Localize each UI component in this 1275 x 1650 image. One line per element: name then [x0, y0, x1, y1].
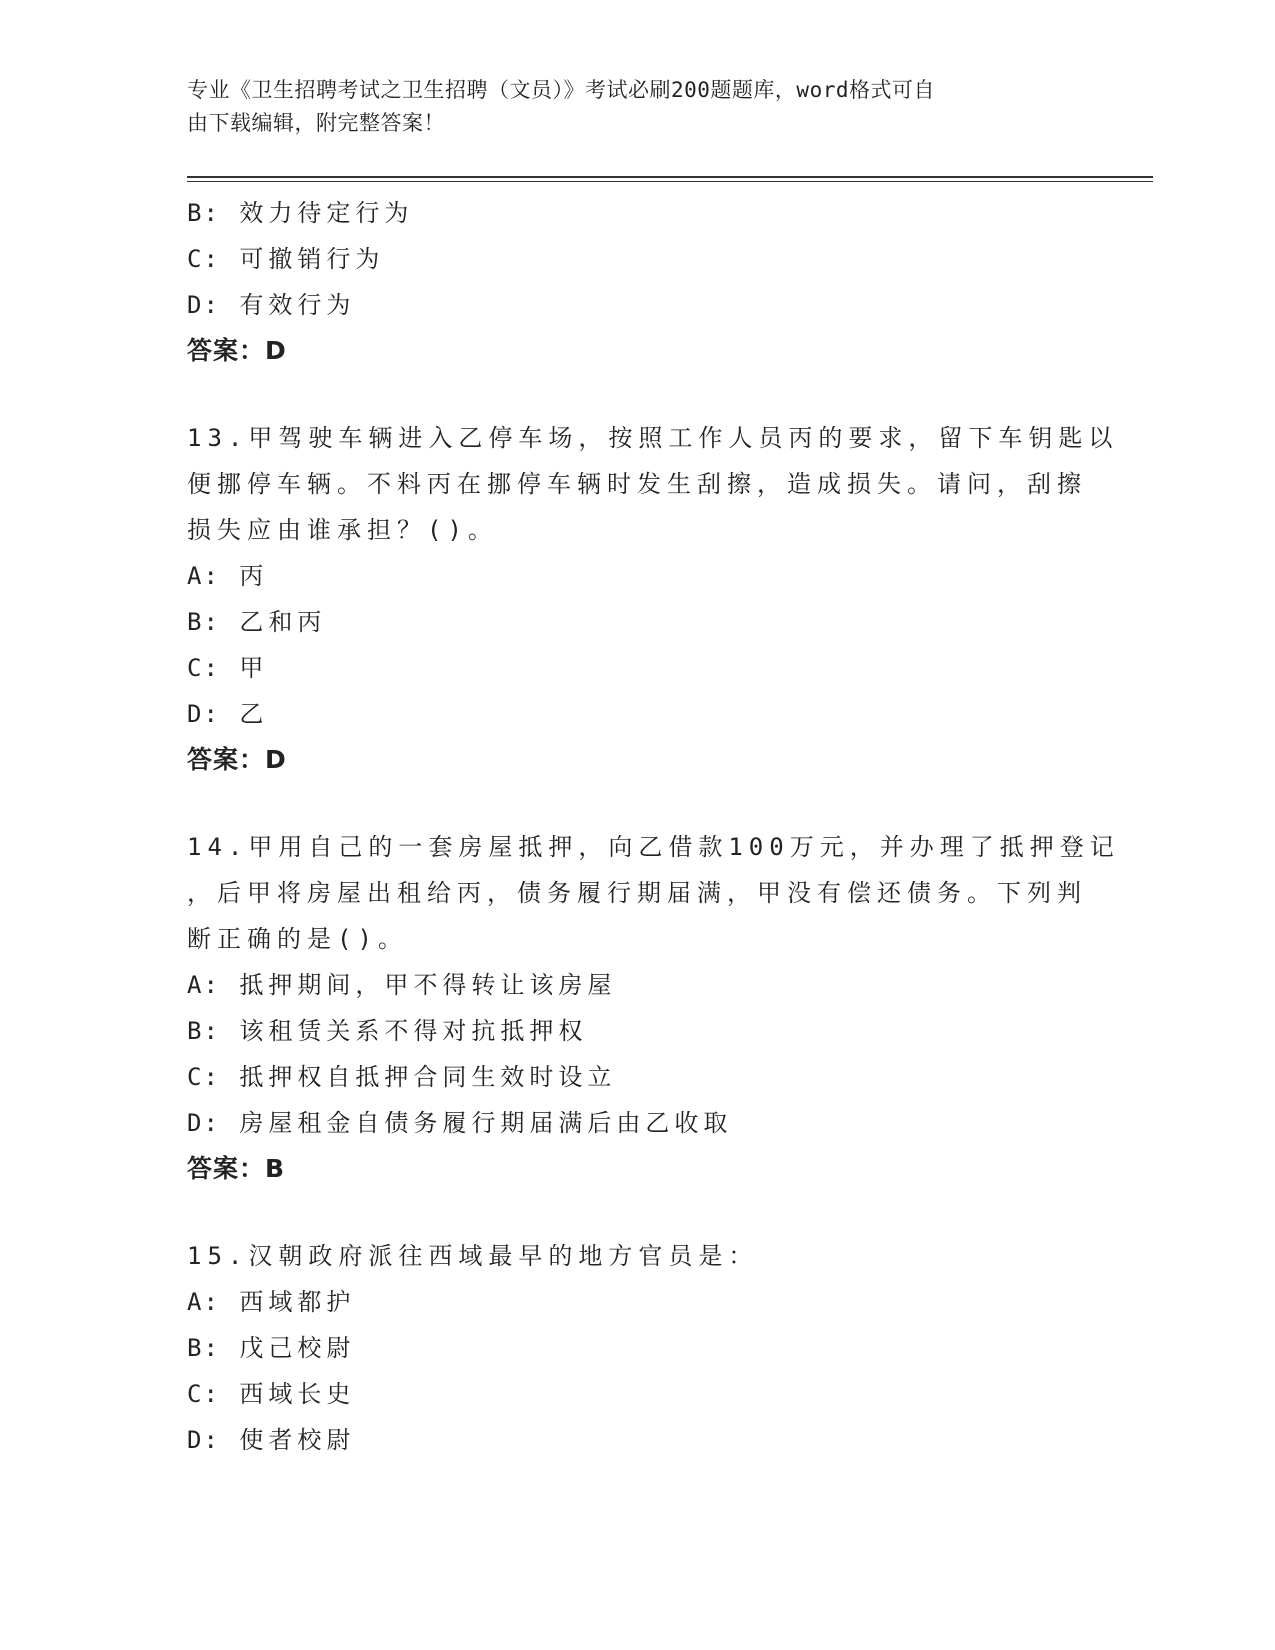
answer-label: 答案：D	[187, 336, 287, 365]
option-b: B: 乙和丙	[187, 608, 327, 636]
question-line: ，后甲将房屋出租给丙，债务履行期届满，甲没有偿还债务。下列判	[187, 879, 1087, 907]
question-text	[187, 824, 1120, 962]
question-block-prev	[187, 190, 1087, 374]
question-line: 15.汉朝政府派往西域最早的地方官员是：	[187, 1242, 759, 1270]
document-header	[187, 74, 1067, 140]
question-line: 损失应由谁承担？()。	[187, 516, 498, 544]
question-line: 14.甲用自己的一套房屋抵押，向乙借款100万元，并办理了抵押登记	[187, 833, 1120, 861]
option-b: B: 该租赁关系不得对抗抵押权	[187, 1017, 588, 1045]
option-b: B: 效力待定行为	[187, 199, 414, 227]
header-rule-thick	[187, 176, 1153, 178]
option-d: D: 房屋租金自债务履行期届满后由乙收取	[187, 1109, 733, 1137]
option-d: D: 使者校尉	[187, 1426, 356, 1454]
header-line-2: 由下载编辑，附完整答案！	[187, 111, 445, 135]
header-line-1: 专业《卫生招聘考试之卫生招聘（文员）》考试必刷200题题库，word格式可自	[187, 78, 935, 102]
option-c: C: 抵押权自抵押合同生效时设立	[187, 1063, 617, 1091]
question-text	[187, 415, 1119, 553]
option-c: C: 可撤销行为	[187, 245, 385, 273]
option-d: D: 有效行为	[187, 291, 356, 319]
option-b: B: 戊己校尉	[187, 1334, 356, 1362]
question-block-15	[187, 1233, 1087, 1463]
question-text	[187, 1233, 1087, 1279]
option-c: C: 西域长史	[187, 1380, 356, 1408]
option-c: C: 甲	[187, 654, 269, 682]
question-line: 13.甲驾驶车辆进入乙停车场，按照工作人员丙的要求，留下车钥匙以	[187, 424, 1119, 452]
question-block-13	[187, 415, 1119, 783]
question-line: 便挪停车辆。不料丙在挪停车辆时发生刮擦，造成损失。请问，刮擦	[187, 470, 1087, 498]
question-list	[187, 190, 1120, 1463]
option-a: A: 抵押期间，甲不得转让该房屋	[187, 971, 617, 999]
header-rule-thin	[187, 181, 1153, 182]
question-block-14	[187, 824, 1120, 1192]
option-d: D: 乙	[187, 700, 269, 728]
question-line: 断正确的是()。	[187, 925, 408, 953]
answer-label: 答案：D	[187, 745, 287, 774]
option-a: A: 丙	[187, 562, 269, 590]
answer-label: 答案：B	[187, 1154, 286, 1183]
option-a: A: 西域都护	[187, 1288, 356, 1316]
